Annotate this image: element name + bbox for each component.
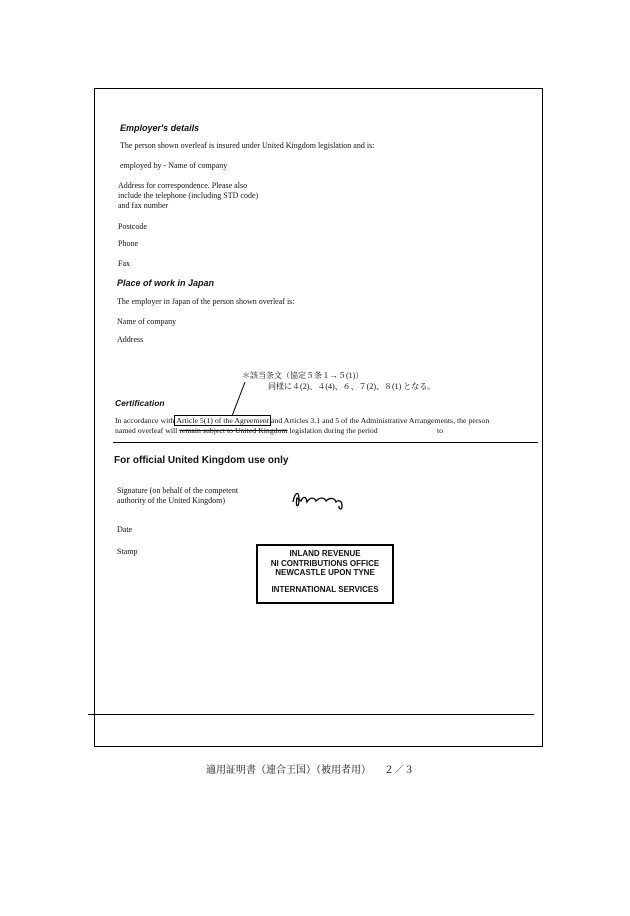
- certification-line2-start: named overleaf will: [115, 426, 178, 435]
- certification-line1: [115, 416, 489, 426]
- signature-label-line2: authority of the United Kingdom): [117, 496, 225, 505]
- certification-line2-mid: remain subject to United Kingdom: [179, 426, 288, 435]
- footer-title: 適用証明書（連合王国）（被用者用）: [206, 765, 371, 776]
- certification-to-label: to: [437, 426, 444, 435]
- certification-divider: [113, 442, 538, 443]
- japan-company-name-label: Name of company: [117, 317, 177, 326]
- certification-text-start: In accordance with: [115, 416, 175, 425]
- stamp-line1: INLAND REVENUE: [289, 549, 361, 558]
- official-use-heading: For official United Kingdom use only: [114, 455, 289, 466]
- certification-line2: [115, 426, 378, 436]
- official-stamp: [256, 544, 394, 604]
- japan-address-label: Address: [117, 335, 144, 344]
- address-label-line2: include the telephone (including STD code): [118, 191, 259, 200]
- certification-line2-end: legislation during the period: [289, 426, 378, 435]
- employer-insured-statement: The person shown overleaf is insured under United Kingdom legislation and is:: [120, 141, 375, 150]
- japan-employer-statement: The employer in Japan of the person shown overleaf is:: [117, 297, 295, 306]
- address-label-line3: and fax number: [118, 201, 169, 210]
- address-label-line1: Address for correspondence. Please also: [118, 181, 248, 190]
- annotation-line1: ＊該当条文（協定５条１→５(1)）: [242, 371, 364, 380]
- phone-label: Phone: [118, 239, 138, 248]
- bottom-divider: [88, 714, 534, 715]
- employer-heading: Employer's details: [120, 123, 200, 133]
- stamp-label: Stamp: [117, 547, 138, 556]
- certification-text-rest: and Articles 3.1 and 5 of the Administrative Arrangements, the person: [270, 416, 490, 425]
- annotation-pointer-line: [228, 380, 248, 420]
- fax-label: Fax: [118, 259, 130, 268]
- certification-heading: Certification: [115, 398, 165, 408]
- footer-page-number: ２／３: [384, 765, 414, 776]
- stamp-line3: NEWCASTLE UPON TYNE: [275, 568, 375, 578]
- stamp-line2: NI CONTRIBUTIONS OFFICE: [270, 558, 380, 568]
- postcode-label: Postcode: [118, 222, 147, 231]
- japan-heading: Place of work in Japan: [117, 278, 215, 288]
- date-label: Date: [117, 525, 133, 534]
- employed-by-label: employed by - Name of company: [120, 161, 228, 170]
- signature-label-line1: Signature (on behalf of the competent: [117, 486, 239, 495]
- article-reference-box: Article 5(1) of the Agreement: [176, 416, 269, 425]
- handwritten-signature: [290, 488, 350, 512]
- stamp-line4: INTERNATIONAL SERVICES: [271, 584, 379, 594]
- annotation-line2: 同様に４(2)、４(4)、６、７(2)、８(1) となる。: [268, 382, 436, 391]
